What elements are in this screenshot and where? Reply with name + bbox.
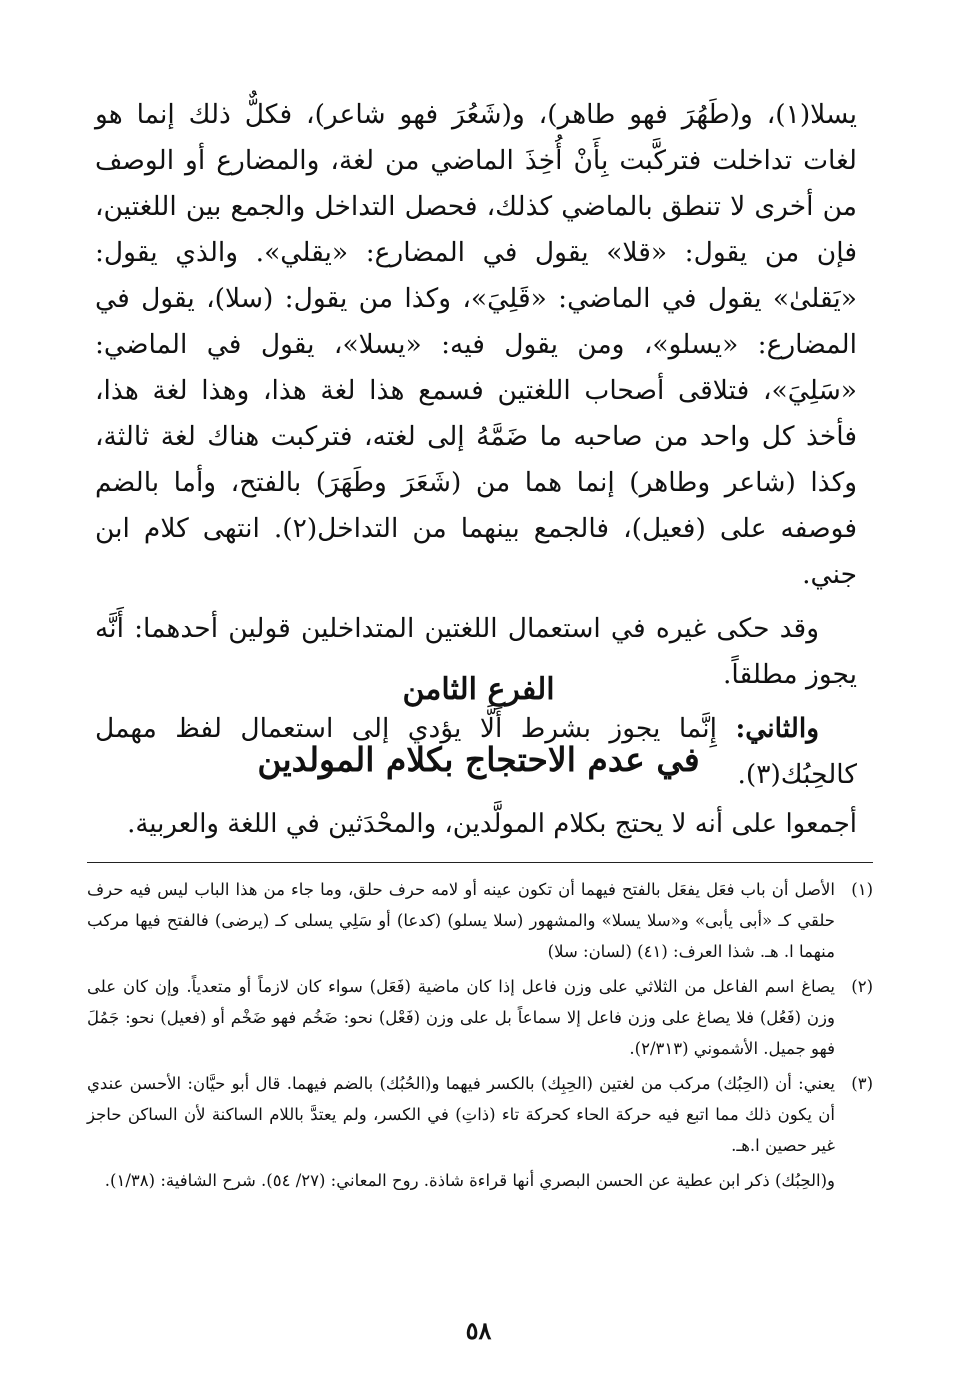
footnote-3 — [87, 1068, 873, 1161]
second-opinion-text: إِنَّما يجوز بشرط أَلَّا يؤدي إلى استعمال لفظ مهمل كالحِبُك(٣). — [95, 713, 857, 790]
footnote-3-continuation: و(الحِبُك) ذكر ابن عطية عن الحسن البصري أنها قراءة شاذة. روح المعاني: (٢٧/ ٥٤). شرح الشافية: (١/٣٨). — [104, 1171, 835, 1190]
footnote-text: الأصل أن باب فعَل يفعَل بالفتح فيهما أن تكون عينه أو لامه حرف حلق، وما جاء من هذا الباب ليس فيه حرف حلقي كـ «أبى يأبى» و«سلا يسلا» والمشهور (سلا يسلو) (كدعا) أو سَلِي يسلى كـ (يرضى) فالفتح فيها مركب منهما ا. هـ. شذا العرف: (٤١) (لسان: سلا) — [87, 880, 835, 961]
page-number: ٥٨ — [465, 1316, 492, 1345]
section-subheading: في عدم الاحتجاج بكلام المولدين — [257, 740, 700, 779]
body-paragraph-1: يسلا(١)، و(طَهُرَ فهو طاهر)، و(شَعُرَ فهو شاعر)، فكلٌّ ذلك إنما هو لغات تداخلت فتركَّبت بِأَنْ أُخِذَ الماضي من لغة، والمضارع أو الوصف من أخرى لا تنطق بالماضي كذلك، فحصل التداخل والجمع بين اللغتين، فإن من يقول: «قلا» يقول في المضارع: «يقلي». والذي يقول: «يَقلىٰ» يقول في الماضي: «قَلِيَ»، وكذا من يقول: (سلا)، يقول في المضارع: «يسلو»، ومن يقول فيه: «يسلا»، يقول في الماضي: «سَلِيَ»، فتلاقى أصحاب اللغتين فسمع هذا لغة هذا، وهذا لغة هذا، فأخذ كل واحد من صاحبه ما ضَمَّهُ إلى لغته، فتركبت هناك لغة ثالثة، وكذا (شاعر وطاهر) إنما هما من (شَعَرَ وطَهَرَ) بالفتح، وأما بالضم فوصفه على (فعيل)، فالجمع بينهما من التداخل(٢). انتهى كلام ابن جني. — [95, 99, 857, 590]
section-intro-text: أجمعوا على أنه لا يحتج بكلام المولَّدين، والمحْدَثين في اللغة والعربية. — [127, 809, 857, 839]
body-paragraph-2: وقد حكى غيره في استعمال اللغتين المتداخلين قولين أحدهما: أَنَّه يجوز مطلقاً. — [95, 613, 857, 690]
section-heading: الفرع الثامن — [402, 672, 555, 707]
footnote-1 — [87, 874, 873, 967]
footnote-number: (٢) — [851, 977, 873, 996]
footnote-number: (١) — [851, 880, 873, 899]
footnote-text: يعني: أن (الحِبُك) مركب من لغتين (الحِبِك) بالكسر فيهما و(الحُبُك) بالضم فيهما. قال أبو حيَّان: الأحسن عندي أن يكون ذلك مما اتبع فيه حركة الحاء كحركة تاء (ذاتِ) في الكسر، ولم يعتدَّ باللام الساكنة لأن الساكن حاجز غير حصين ا.هـ. — [87, 1074, 835, 1155]
footnote-text: يصاغ اسم الفاعل من الثلاثي على وزن فاعل إذا كان ماضية (فَعَل) سواء كان لازماً أو متعدياً. وإن كان على وزن (فَعُل) فلا يصاغ على وزن فاعل إلا سماعاً بل على وزن (فَعْل) نحو: ضَخُم فهو ضَخْم أو (فعيل) نحو: جَمُلَ فهو جميل. الأشموني (٢/٣١٣). — [87, 977, 835, 1058]
footnote-separator — [87, 862, 873, 863]
footnote-number: (٣) — [851, 1074, 873, 1093]
second-opinion-label: والثاني: — [735, 713, 819, 744]
footnote-2 — [87, 971, 873, 1064]
footnotes — [87, 874, 873, 1200]
